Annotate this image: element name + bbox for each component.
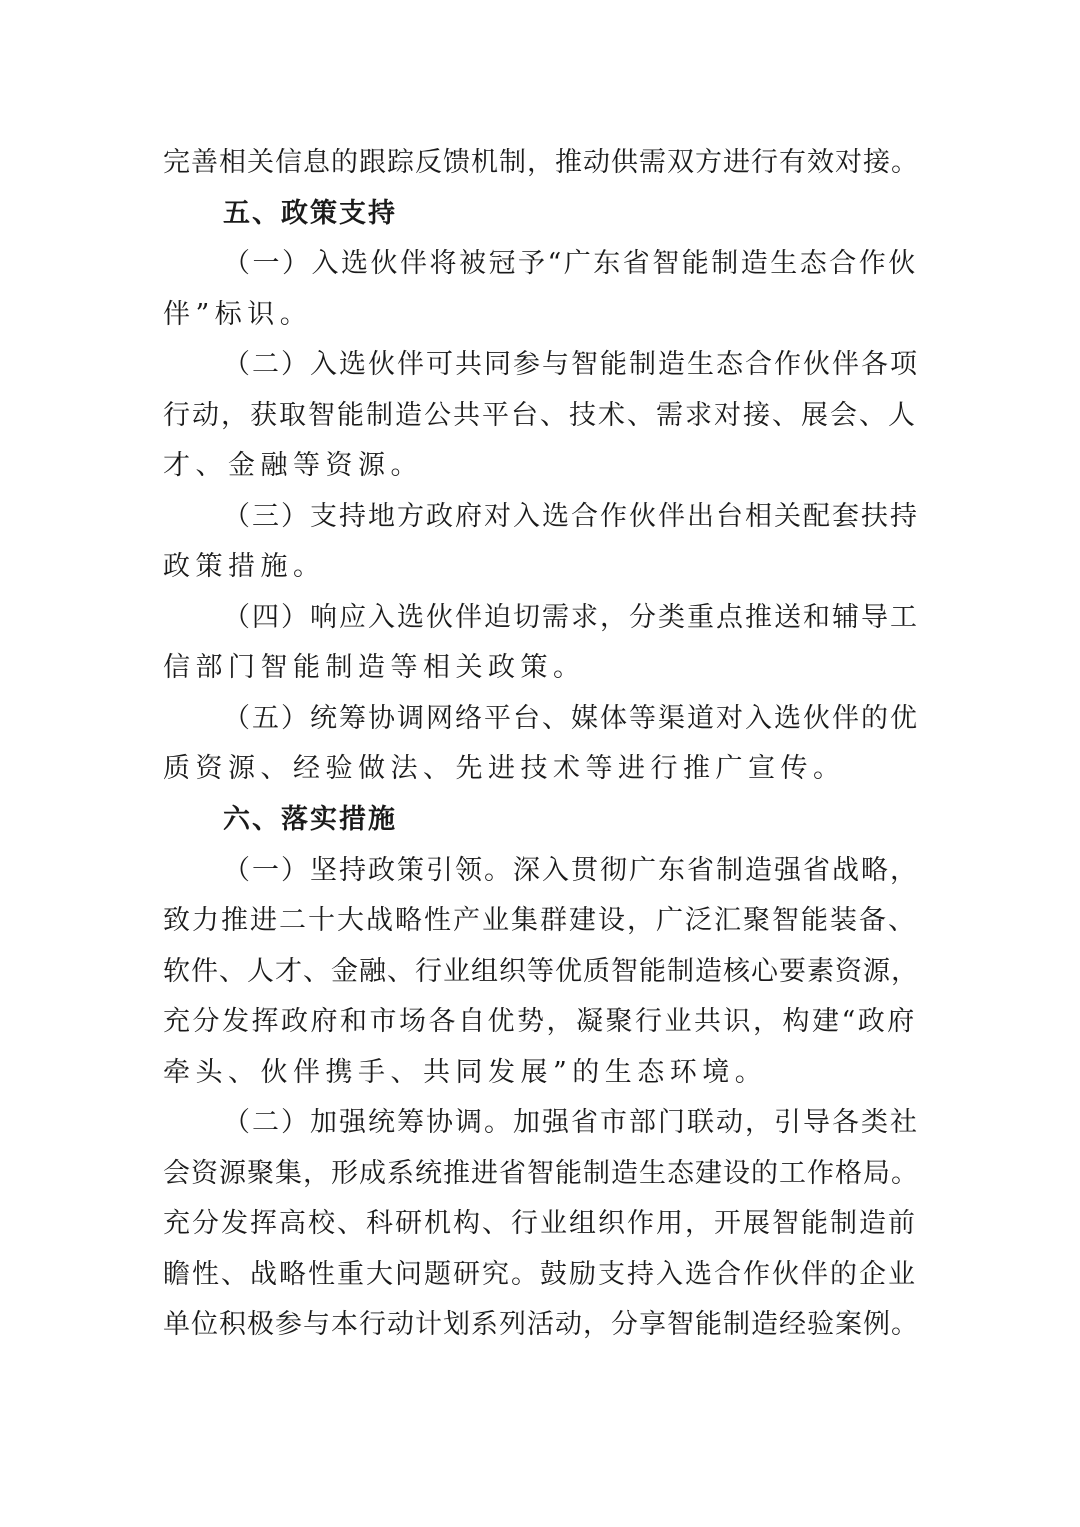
paragraph-line: 牵头、伙伴携手、共同发展”的生态环境。 <box>163 1057 768 1088</box>
paragraph-line: 充分发挥高校、科研机构、行业组织作用，开展智能制造前 <box>163 1208 917 1239</box>
paragraph-line: 瞻性、战略性重大问题研究。鼓励支持入选合作伙伴的企业 <box>163 1259 917 1290</box>
section-heading-implementation: 六、落实措施 <box>223 804 397 835</box>
paragraph-line: 软件、人才、金融、行业组织等优质智能制造核心要素资源， <box>163 956 919 987</box>
paragraph-line: 充分发挥政府和市场各自优势，凝聚行业共识，构建“政府 <box>163 1006 917 1037</box>
paragraph-line: 才、金融等资源。 <box>163 450 423 481</box>
paragraph-line: 会资源聚集，形成系统推进省智能制造生态建设的工作格局。 <box>163 1158 919 1189</box>
paragraph-line: （二）加强统筹协调。加强省市部门联动，引导各类社 <box>223 1107 919 1138</box>
paragraph-line: 行动，获取智能制造公共平台、技术、需求对接、展会、人 <box>163 400 917 431</box>
paragraph-line: （一）入选伙伴将被冠予“广东省智能制造生态合作伙 <box>223 248 918 279</box>
paragraph-line: 信部门智能制造等相关政策。 <box>163 652 586 683</box>
paragraph-line: 单位积极参与本行动计划系列活动，分享智能制造经验案例。 <box>163 1309 919 1340</box>
paragraph-line: （五）统筹协调网络平台、媒体等渠道对入选伙伴的优 <box>223 703 919 734</box>
paragraph-line: （三）支持地方政府对入选合作伙伴出台相关配套扶持 <box>223 501 919 532</box>
paragraph-line: 致力推进二十大战略性产业集群建设，广泛汇聚智能装备、 <box>163 905 917 936</box>
paragraph-line: 质资源、经验做法、先进技术等进行推广宣传。 <box>163 753 846 784</box>
paragraph-line: （四）响应入选伙伴迫切需求，分类重点推送和辅导工 <box>223 602 919 633</box>
paragraph-line: 政策措施。 <box>163 551 326 582</box>
paragraph-line: （二）入选伙伴可共同参与智能制造生态合作伙伴各项 <box>223 349 919 380</box>
paragraph-line: 完善相关信息的跟踪反馈机制，推动供需双方进行有效对接。 <box>163 147 919 178</box>
section-heading-policy-support: 五、政策支持 <box>223 198 397 229</box>
paragraph-line: 伴”标识。 <box>163 299 313 330</box>
paragraph-line: （一）坚持政策引领。深入贯彻广东省制造强省战略， <box>223 855 919 886</box>
